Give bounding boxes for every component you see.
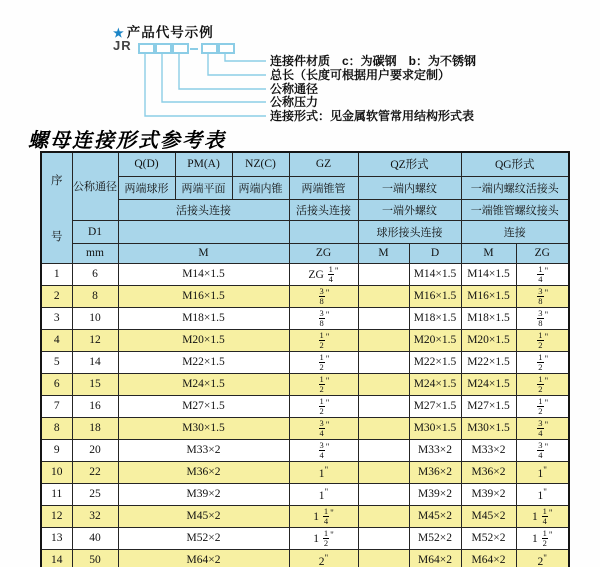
table-cell: M64×2 bbox=[409, 549, 461, 567]
table-cell bbox=[358, 395, 409, 417]
table-cell bbox=[358, 505, 409, 527]
table-cell bbox=[358, 373, 409, 395]
conn-QG: 一端锥管螺纹接头 bbox=[461, 199, 569, 220]
unit-D-qz: D bbox=[409, 243, 461, 263]
table-cell bbox=[358, 351, 409, 373]
conn-union-GZ: 活接头连接 bbox=[289, 199, 358, 220]
ends-QD: 两端球形 bbox=[118, 176, 175, 199]
table-cell: M52×2 bbox=[461, 527, 516, 549]
table-cell bbox=[358, 461, 409, 483]
table-cell bbox=[358, 285, 409, 307]
conn-union-left: 活接头连接 bbox=[118, 199, 289, 220]
code-QZ: QZ形式 bbox=[358, 152, 461, 176]
table-row bbox=[41, 549, 569, 567]
table-cell: $\frac{1}{2}$ " bbox=[289, 329, 358, 351]
table-cell: M24×1.5 bbox=[461, 373, 516, 395]
table-row bbox=[41, 373, 569, 395]
table-cell: 1 $\frac{1}{2}$ " bbox=[289, 527, 358, 549]
header-row-connection bbox=[41, 199, 569, 220]
ends-QG: 一端内螺纹活接头 bbox=[461, 176, 569, 199]
table-cell: $\frac{1}{2}$ " bbox=[516, 395, 569, 417]
table-cell: M20×1.5 bbox=[409, 329, 461, 351]
table-cell: 14 bbox=[41, 549, 72, 567]
table-cell: M30×1.5 bbox=[409, 417, 461, 439]
header-row-codes bbox=[41, 152, 569, 176]
table-row bbox=[41, 461, 569, 483]
header-row-ends bbox=[41, 176, 569, 199]
table-cell: M33×2 bbox=[461, 439, 516, 461]
joint-QZ: 球形接头连接 bbox=[358, 220, 461, 243]
header-row-units bbox=[41, 243, 569, 263]
seq-char-top: 序 bbox=[51, 174, 63, 187]
table-cell: 25 bbox=[72, 483, 118, 505]
table-cell: $\frac{1}{2}$ " bbox=[516, 373, 569, 395]
table-cell: $\frac{3}{8}$ " bbox=[516, 307, 569, 329]
table-cell: M52×2 bbox=[409, 527, 461, 549]
label-pressure: 公称压力 bbox=[270, 95, 319, 109]
code-QD: Q(D) bbox=[118, 152, 175, 176]
code-NZC: NZ(C) bbox=[232, 152, 289, 176]
table-cell: 6 bbox=[41, 373, 72, 395]
table-cell: $\frac{1}{2}$ " bbox=[516, 351, 569, 373]
table-cell: 9 bbox=[41, 439, 72, 461]
table-cell: 40 bbox=[72, 527, 118, 549]
table-cell: M36×2 bbox=[461, 461, 516, 483]
ends-PMA: 两端平面 bbox=[175, 176, 232, 199]
unit-M-qz: M bbox=[358, 243, 409, 263]
table-cell: M14×1.5 bbox=[409, 263, 461, 285]
table-cell: M36×2 bbox=[409, 461, 461, 483]
unit-ZG-gz: ZG bbox=[289, 243, 358, 263]
table-cell: 50 bbox=[72, 549, 118, 567]
table-cell bbox=[358, 417, 409, 439]
table-cell: M22×1.5 bbox=[118, 351, 289, 373]
table-cell: M45×2 bbox=[118, 505, 289, 527]
table-cell: 22 bbox=[72, 461, 118, 483]
diagram-heading-text: 产品代号示例 bbox=[126, 25, 214, 40]
table-cell: $\frac{3}{8}$ " bbox=[289, 285, 358, 307]
table-cell: 2" bbox=[516, 549, 569, 567]
table-cell: 6 bbox=[72, 263, 118, 285]
table-cell: M16×1.5 bbox=[118, 285, 289, 307]
table-cell: M30×1.5 bbox=[118, 417, 289, 439]
d1-blank-left bbox=[118, 220, 289, 243]
table-cell: $\frac{1}{2}$ " bbox=[289, 395, 358, 417]
col-header-seq bbox=[41, 152, 72, 263]
table-cell: M14×1.5 bbox=[461, 263, 516, 285]
table-cell: 11 bbox=[41, 483, 72, 505]
table-cell: 15 bbox=[72, 373, 118, 395]
table-cell: M45×2 bbox=[409, 505, 461, 527]
table-cell: 2" bbox=[289, 549, 358, 567]
unit-ZG-qg: ZG bbox=[516, 243, 569, 263]
table-row bbox=[41, 395, 569, 417]
table-cell: 8 bbox=[72, 285, 118, 307]
table-cell bbox=[358, 483, 409, 505]
table-row bbox=[41, 505, 569, 527]
table-cell: M52×2 bbox=[118, 527, 289, 549]
table-cell: 20 bbox=[72, 439, 118, 461]
table-cell: 10 bbox=[41, 461, 72, 483]
table-cell: 13 bbox=[41, 527, 72, 549]
table-cell: $\frac{3}{8}$ " bbox=[516, 285, 569, 307]
table-cell: $\frac{1}{2}$ " bbox=[289, 373, 358, 395]
table-cell: M30×1.5 bbox=[461, 417, 516, 439]
table-cell: 1 bbox=[41, 263, 72, 285]
table-row bbox=[41, 527, 569, 549]
header-row-d1 bbox=[41, 220, 569, 243]
col-header-diameter bbox=[72, 152, 118, 220]
code-QG: QG形式 bbox=[461, 152, 569, 176]
table-cell: M39×2 bbox=[409, 483, 461, 505]
table-cell: 3 bbox=[41, 307, 72, 329]
table-cell: 5 bbox=[41, 351, 72, 373]
table-row bbox=[41, 263, 569, 285]
table-cell: M64×2 bbox=[118, 549, 289, 567]
table-cell: $\frac{1}{4}$ " bbox=[516, 263, 569, 285]
table-cell: M16×1.5 bbox=[461, 285, 516, 307]
unit-M-qg: M bbox=[461, 243, 516, 263]
table-cell: M24×1.5 bbox=[118, 373, 289, 395]
table-cell: 1 $\frac{1}{4}$ " bbox=[289, 505, 358, 527]
table-cell: 4 bbox=[41, 329, 72, 351]
table-cell: M22×1.5 bbox=[461, 351, 516, 373]
table-cell: 1" bbox=[289, 483, 358, 505]
table-cell: M14×1.5 bbox=[118, 263, 289, 285]
table-cell: M27×1.5 bbox=[461, 395, 516, 417]
ends-QZ: 一端内螺纹 bbox=[358, 176, 461, 199]
product-code-prefix: JR bbox=[113, 38, 132, 53]
table-cell: 1" bbox=[516, 461, 569, 483]
table-cell: M22×1.5 bbox=[409, 351, 461, 373]
table-cell: M20×1.5 bbox=[118, 329, 289, 351]
table-cell: $\frac{1}{2}$ " bbox=[516, 329, 569, 351]
code-GZ: GZ bbox=[289, 152, 358, 176]
code-PMA: PM(A) bbox=[175, 152, 232, 176]
table-cell: M18×1.5 bbox=[118, 307, 289, 329]
table-title: 螺母连接形式参考表 bbox=[28, 130, 226, 152]
seq-char-bottom: 号 bbox=[51, 230, 63, 243]
table-cell: M33×2 bbox=[118, 439, 289, 461]
table-cell: $\frac{3}{4}$ " bbox=[289, 417, 358, 439]
table-cell bbox=[358, 329, 409, 351]
table-cell: M18×1.5 bbox=[409, 307, 461, 329]
table-cell bbox=[358, 307, 409, 329]
table-cell: M33×2 bbox=[409, 439, 461, 461]
unit-M-left: M bbox=[118, 243, 289, 263]
joint-QG: 连接 bbox=[461, 220, 569, 243]
diameter-vertical-text: 公称通径 bbox=[73, 181, 117, 194]
table-cell: 7 bbox=[41, 395, 72, 417]
label-length: 总长（长度可根据用户要求定制） bbox=[270, 68, 451, 82]
ends-NZC: 两端内锥 bbox=[232, 176, 289, 199]
table-cell: 1 $\frac{1}{4}$ " bbox=[516, 505, 569, 527]
table-row bbox=[41, 439, 569, 461]
label-diameter: 公称通径 bbox=[270, 82, 319, 96]
table-cell: $\frac{3}{8}$ " bbox=[289, 307, 358, 329]
table-cell: 1 $\frac{1}{2}$ " bbox=[516, 527, 569, 549]
table-cell: $\frac{1}{2}$ " bbox=[289, 351, 358, 373]
table-cell: $\frac{3}{4}$ " bbox=[289, 439, 358, 461]
table-cell: 1" bbox=[516, 483, 569, 505]
table-row bbox=[41, 307, 569, 329]
conn-QZ: 一端外螺纹 bbox=[358, 199, 461, 220]
table-row bbox=[41, 351, 569, 373]
table-cell: M45×2 bbox=[461, 505, 516, 527]
table-row bbox=[41, 329, 569, 351]
d1-blank-gz bbox=[289, 220, 358, 243]
table-cell: 2 bbox=[41, 285, 72, 307]
table-body bbox=[41, 263, 569, 567]
table-cell: 1" bbox=[289, 461, 358, 483]
label-material: 连接件材质 c：为碳钢 b：为不锈钢 bbox=[270, 54, 477, 68]
table-cell bbox=[358, 549, 409, 567]
table-cell bbox=[358, 439, 409, 461]
unit-mm: mm bbox=[72, 243, 118, 263]
label-conn-form: 连接形式：见金属软管常用结构形式表 bbox=[270, 109, 475, 123]
table-cell: M18×1.5 bbox=[461, 307, 516, 329]
table-row bbox=[41, 285, 569, 307]
table-cell: 8 bbox=[41, 417, 72, 439]
table-cell: 18 bbox=[72, 417, 118, 439]
table-row bbox=[41, 483, 569, 505]
ends-GZ: 两端锥管 bbox=[289, 176, 358, 199]
table-cell: 32 bbox=[72, 505, 118, 527]
table-cell: M27×1.5 bbox=[118, 395, 289, 417]
table-cell: M20×1.5 bbox=[461, 329, 516, 351]
star-icon: ★ bbox=[113, 26, 125, 40]
table-cell bbox=[358, 263, 409, 285]
table-cell: M24×1.5 bbox=[409, 373, 461, 395]
table-cell: 14 bbox=[72, 351, 118, 373]
nut-connection-table bbox=[40, 151, 570, 567]
d1-label: D1 bbox=[72, 220, 118, 243]
table-cell: 12 bbox=[72, 329, 118, 351]
table-cell: ZG $\frac{1}{4}$ " bbox=[289, 263, 358, 285]
table-cell: M16×1.5 bbox=[409, 285, 461, 307]
table-cell: $\frac{3}{4}$ " bbox=[516, 439, 569, 461]
table-cell: M27×1.5 bbox=[409, 395, 461, 417]
table-row bbox=[41, 417, 569, 439]
table-cell: M36×2 bbox=[118, 461, 289, 483]
table-cell: M39×2 bbox=[461, 483, 516, 505]
table-cell: 12 bbox=[41, 505, 72, 527]
table-cell: M64×2 bbox=[461, 549, 516, 567]
table-cell: $\frac{3}{4}$ " bbox=[516, 417, 569, 439]
table-cell bbox=[358, 527, 409, 549]
table-cell: M39×2 bbox=[118, 483, 289, 505]
table-cell: 10 bbox=[72, 307, 118, 329]
table-cell: 16 bbox=[72, 395, 118, 417]
